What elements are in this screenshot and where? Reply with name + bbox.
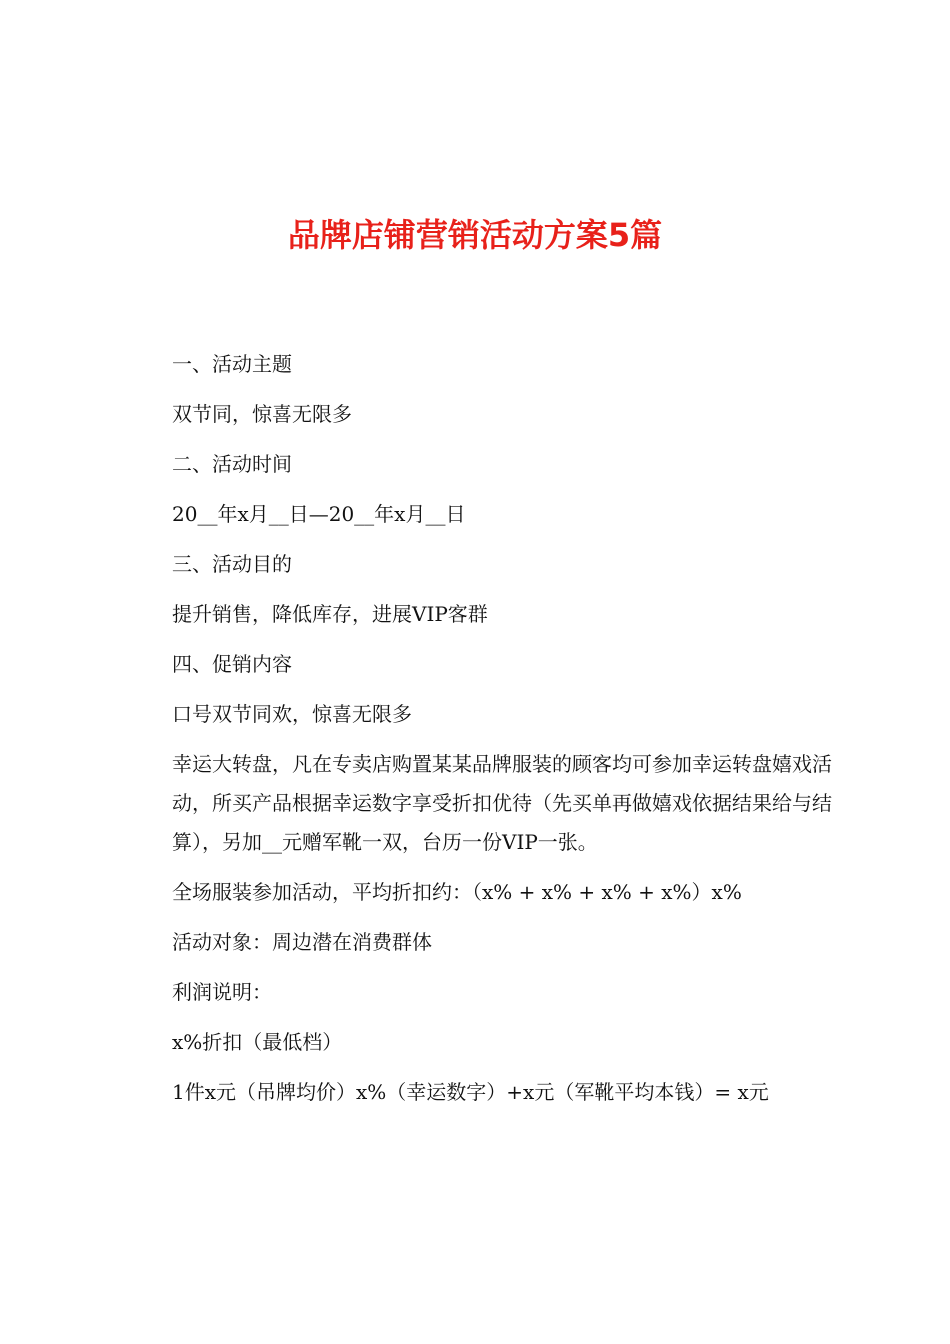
- section-heading-time: 二、活动时间: [172, 452, 292, 476]
- paragraph-time: 20__年x月__日—20__年x月__日: [172, 502, 466, 526]
- paragraph-profit-heading: 利润说明：: [172, 980, 272, 1004]
- section-heading-theme: 一、活动主题: [172, 352, 292, 376]
- document-body: [172, 345, 832, 1123]
- paragraph-theme: 双节同，惊喜无限多: [172, 402, 352, 426]
- paragraph-lowest-tier: x%折扣（最低档）: [172, 1030, 343, 1054]
- document-title: 品牌店铺营销活动方案5篇: [287, 216, 663, 254]
- paragraph-lucky-wheel: 幸运大转盘，凡在专卖店购置某某品牌服装的顾客均可参加幸运转盘嬉戏活动，所买产品根据幸运数字享受折扣优待（先买单再做嬉戏依据结果给与结算），另加__元赠军靴一双，台历一份VIP一张。: [172, 752, 832, 854]
- paragraph-formula: 1件x元（吊牌均价）x%（幸运数字）+x元（军靴平均本钱）= x元: [172, 1080, 769, 1104]
- paragraph-slogan: 口号双节同欢，惊喜无限多: [172, 702, 412, 726]
- section-heading-purpose: 三、活动目的: [172, 552, 292, 576]
- paragraph-audience: 活动对象：周边潜在消费群体: [172, 930, 432, 954]
- paragraph-discount: 全场服装参加活动，平均折扣约：（x% + x% + x% + x%）x%: [172, 880, 742, 904]
- section-heading-promotion: 四、促销内容: [172, 652, 292, 676]
- paragraph-purpose: 提升销售，降低库存，进展VIP客群: [172, 602, 488, 626]
